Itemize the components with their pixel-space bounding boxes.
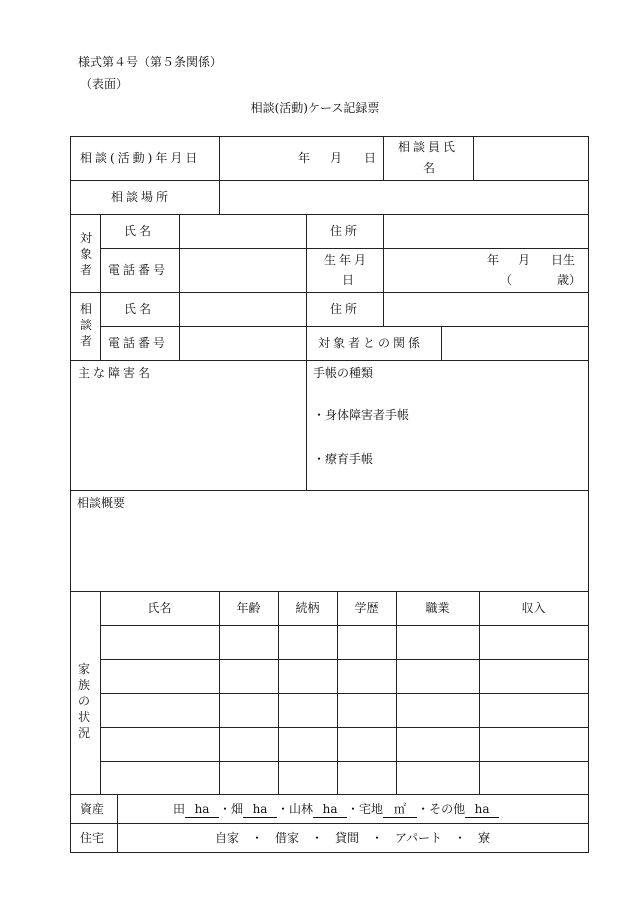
- year-label: 年: [298, 151, 311, 165]
- consultant-group-char: 相: [80, 302, 93, 316]
- birth-month-label: 月: [518, 253, 531, 267]
- subject-address-label: 住所: [330, 224, 361, 238]
- family-label-char: 族: [78, 678, 91, 692]
- counselor-name-label-cont: 名: [423, 161, 436, 175]
- assets-label: 資産: [80, 802, 105, 816]
- consultant-group-char: 談: [80, 318, 93, 332]
- col-header-age: 年齢: [236, 601, 261, 615]
- consultant-group-char: 者: [80, 334, 93, 348]
- month-label: 月: [330, 151, 343, 165]
- col-header-education: 学歴: [354, 601, 379, 615]
- birth-year-label: 年: [487, 253, 500, 267]
- age-label: 歳）: [557, 273, 582, 287]
- asset-other-label: ・その他: [417, 802, 466, 816]
- family-label-char: の: [78, 694, 91, 708]
- handbook-type-label: 手帳の種類: [313, 366, 374, 380]
- asset-rice-unit: ha: [185, 801, 219, 818]
- consultant-address-label: 住所: [330, 302, 361, 316]
- housing-label: 住宅: [80, 831, 105, 845]
- asset-residential-label: ・宅地: [347, 802, 384, 816]
- consultant-phone-label: 電話番号: [108, 336, 169, 350]
- form-number: 様式第４号（第５条関係）: [78, 55, 223, 69]
- disability-label: 主な障害名: [78, 366, 154, 380]
- subject-group-char: 者: [80, 263, 93, 277]
- birthdate-label-cont: 日: [342, 273, 355, 287]
- consultant-name-label: 氏名: [124, 302, 155, 316]
- asset-field-label: ・畑: [219, 802, 244, 816]
- handbook-physical: ・身体障害者手帳: [313, 408, 410, 422]
- counselor-name-label: 相談員氏: [398, 140, 459, 154]
- asset-rice-label: 田: [173, 802, 186, 816]
- asset-forest-label: ・山林: [277, 802, 314, 816]
- age-open-paren: （: [500, 273, 513, 287]
- subject-name-label: 氏名: [124, 224, 155, 238]
- housing-options: 自家 ・ 借家 ・ 貸間 ・ アパート ・ 寮: [214, 831, 491, 845]
- side-label: （表面）: [80, 77, 129, 91]
- birthdate-label: 生年月: [324, 253, 370, 267]
- consult-date-label: 相談(活動)年月日: [80, 151, 201, 165]
- subject-group-char: 象: [80, 247, 93, 261]
- relation-label: 対象者との関係: [318, 336, 424, 350]
- col-header-occupation: 職業: [425, 601, 450, 615]
- col-header-name: 氏名: [147, 601, 172, 615]
- birth-day-label: 日生: [551, 253, 576, 267]
- form-border: [71, 137, 589, 853]
- asset-other-unit: ha: [465, 801, 499, 818]
- place-label: 相談場所: [111, 190, 172, 204]
- assets-line: [173, 801, 499, 818]
- family-label-char: 況: [78, 726, 91, 740]
- asset-residential-unit: ㎡: [383, 801, 417, 818]
- asset-forest-unit: ha: [313, 801, 347, 818]
- summary-label: 相談概要: [77, 496, 126, 510]
- subject-group-char: 対: [80, 231, 93, 245]
- handbook-rehab: ・療育手帳: [313, 452, 374, 466]
- form-title: 相談(活動)ケース記録票: [250, 101, 380, 115]
- subject-phone-label: 電話番号: [108, 263, 169, 277]
- day-label: 日: [364, 151, 377, 165]
- family-label-char: 状: [78, 710, 91, 724]
- col-header-relation: 続柄: [295, 601, 320, 615]
- asset-field-unit: ha: [243, 801, 277, 818]
- col-header-income: 収入: [521, 601, 546, 615]
- family-label-char: 家: [78, 662, 91, 676]
